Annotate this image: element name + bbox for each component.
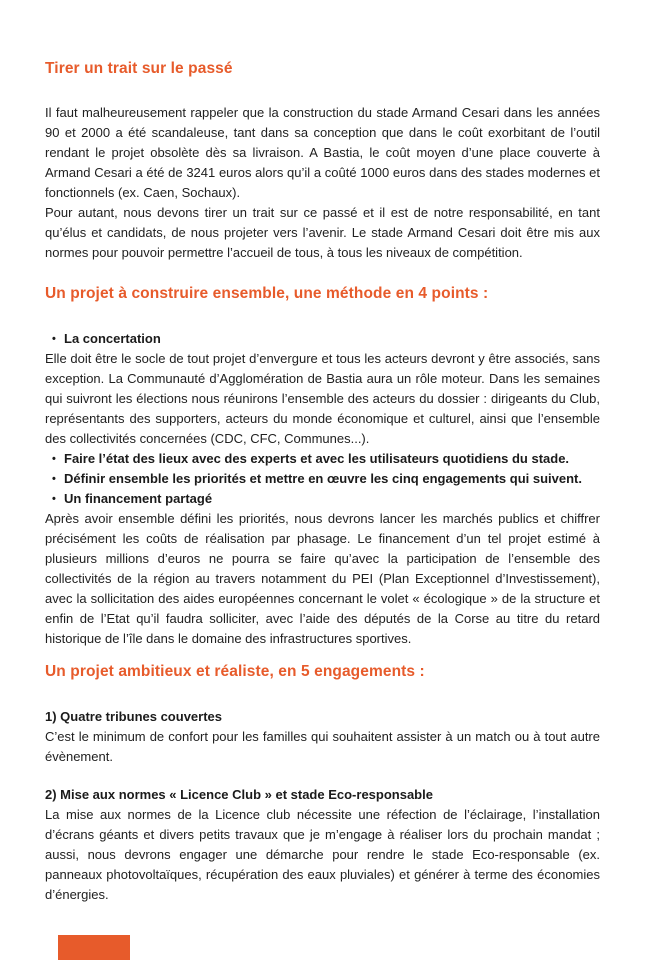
engagement-1-body: C’est le minimum de confort pour les familles qui souhaitent assister à un match ou à tout autre évènement.	[45, 729, 600, 764]
engagement-1	[45, 707, 600, 767]
list-item-financement	[45, 489, 600, 509]
engagement-1-title: 1) Quatre tribunes couvertes	[45, 709, 222, 724]
paragraph-concertation-detail: Elle doit être le socle de tout projet d’envergure et tous les acteurs devront y être associés, sans exception. La Communauté d’Agglomération de Bastia aura un rôle moteur. Dans les semaines qui suivront les élections nous réunirons l’ensemble des acteurs du dossier : dirigeants du Club, représentants des supporters, acteurs du monde économique et culturel, ainsi que l’ensemble des collectivités concernées (CDC, CFC, Communes...).	[45, 351, 600, 446]
list-item-etat-des-lieux	[45, 449, 600, 469]
list-item-concertation	[45, 329, 600, 349]
list-item-priorites	[45, 469, 600, 489]
bullet-icon: •	[52, 473, 56, 485]
engagement-2-body: La mise aux normes de la Licence club nécessite une réfection de l’éclairage, l’installation d’écrans géants et divers petits travaux que je m’engage à réaliser lors du prochain mandat ; aussi, nous devrons engager une démarche pour rendre le stade Eco-responsable (ex. panneaux photovoltaïques, récupération des eaux pluviales) et générer à terme des économies d’énergies.	[45, 807, 600, 902]
list-item-label: Un financement partagé	[64, 491, 213, 506]
paragraph-financement-detail: Après avoir ensemble défini les priorités, nous devrons lancer les marchés publics et chiffrer précisément les coûts de réalisation par phasage. Le financement d’un tel projet estimé à plusieurs millions d’euros ne pourra se faire qu’avec la participation de l’ensemble des collectivités de la région au travers notamment du PEI (Plan Exceptionnel d’Investissement), avec la sollicitation des aides européennes concernant le volet « écologique » de la structure et enfin de l’Etat qu’il faudra solliciter, avec l’aide des députés de la Corse au titre du retard historique de l’île dans le domaine des infrastructures sportives.	[45, 511, 600, 646]
list-item-label: Faire l’état des lieux avec des experts et avec les utilisateurs quotidiens du stade.	[64, 451, 570, 466]
section-heading-method: Un projet à construire ensemble, une méthode en 4 points :	[45, 285, 489, 302]
paragraph-stadium-cost: Il faut malheureusement rappeler que la construction du stade Armand Cesari dans les années 90 et 2000 a été scandaleuse, tant dans sa conception que dans le coût exorbitant de l’outil rendant le projet obsolète dès sa livraison. A Bastia, le coût moyen d’une place couverte à Armand Cesari a été de 3241 euros alors qu’il a coûté 1000 euros dans des stades modernes et fonctionnels (ex. Caen, Sochaux).	[45, 105, 600, 200]
footer-accent-block	[58, 935, 130, 960]
bullet-icon: •	[52, 493, 56, 505]
paragraph-move-forward: Pour autant, nous devons tirer un trait sur ce passé et il est de notre responsabilité, en tant qu’élus et candidats, de nous projeter vers l’avenir. Le stade Armand Cesari doit être mis aux normes pour pouvoir permettre l’accueil de tous, à tous les niveaux de compétition.	[45, 205, 600, 260]
list-item-label: La concertation	[64, 331, 161, 346]
list-item-label: Définir ensemble les priorités et mettre en œuvre les cinq engagements qui suivent.	[64, 471, 582, 486]
bullet-icon: •	[52, 333, 56, 345]
bullet-icon: •	[52, 453, 56, 465]
section-heading-engagements: Un projet ambitieux et réaliste, en 5 engagements :	[45, 663, 425, 680]
engagement-2-title: 2) Mise aux normes « Licence Club » et stade Eco-responsable	[45, 787, 433, 802]
engagement-2	[45, 785, 600, 905]
section-heading-past: Tirer un trait sur le passé	[45, 60, 233, 77]
